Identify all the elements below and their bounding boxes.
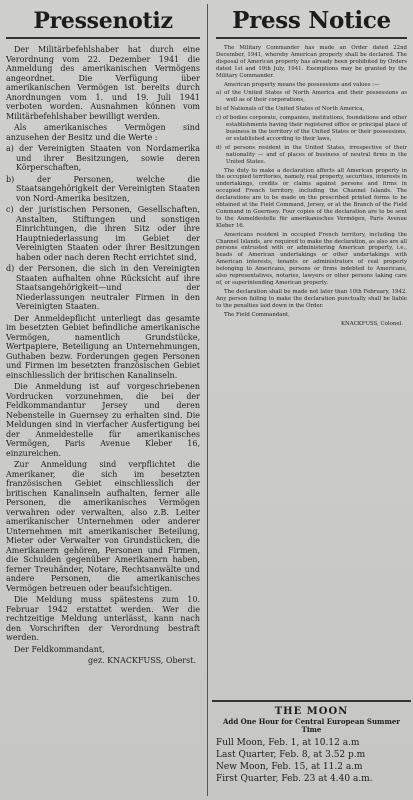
english-paragraph: d) of persons resident in the United States, irrespective of their nationality — and of places of business of neutral firms in the United States. [216, 144, 407, 165]
german-paragraph: Der Militärbefehlshaber hat durch eine Verordnung vom 22. Dezember 1941 die Anmeldung des amerikanischen Vermögens angeordnet. Die Verfügung über amerikanischen Vermögen ist bereits durch Anordnungen vom 1. und 19. Juli 1941 verboten worden. Ausnahmen können vom Militärbefehlshaber bewilligt werden. [6, 45, 200, 121]
moon-phase-row: First Quarter, Feb. 23 at 4.40 a.m. [216, 774, 373, 784]
moon-phase-row: New Moon, Feb. 15, at 11.2 a.m [216, 762, 363, 772]
english-paragraph: Americans resident in occupied French territory, including the Channel Islands, are required to make the declaration, as also are all persons entrusted with or administering American property, i.e., heads of American undertakings or other undertakings with American interests, tenants or administrators of real property belonging to Americans, persons or firms indebted to Americans, also representatives, notaries, lawyers or other persons taking care of, or superintending American property. [216, 231, 407, 286]
english-paragraph: c) of bodies corporate, companies, institutions, foundations and other establishments having their registered office or principal place of business in the territory of the United States or their possessions, or established according to their laws, [216, 115, 407, 142]
english-paragraph: The Field Commandant, [224, 311, 290, 318]
english-notice-body [216, 45, 407, 327]
german-notice-column [2, 0, 204, 800]
english-notice-column [212, 0, 411, 800]
english-paragraph: American property means the possessions and values :— [224, 81, 380, 88]
moon-phases-box [212, 700, 411, 785]
moon-title: THE MOON [274, 706, 349, 717]
german-paragraph: Die Meldung muss spätestens zum 10. Februar 1942 erstattet werden. Wer die rechtzeitige Meldung unterlässt, kann nach den Vorschriften der Verordnung bestraft werden. [6, 595, 200, 642]
column-divider [207, 4, 208, 796]
german-paragraph: a) der Vereinigten Staaten von Nordamerika und ihrer Besitzungen, sowie deren Körperschaften, [6, 144, 200, 172]
german-paragraph: Die Anmeldung ist auf vorgeschriebenen Vordrucken vorzunehmen, die bei der Feldkommandantur Jersey und deren Nebenstelle in Guernsey zu erhalten sind. Die Meldungen sind in vierfacher Ausfertigung bei der Anmeldestelle für amerikanisches Vermögen, Paris Avenue Kleber 16, einzureichen. [6, 382, 200, 458]
english-headline: Press Notice [216, 8, 407, 39]
german-paragraph: Der Anmeldepflicht unterliegt das gesamte im besetzten Gebiet befindliche amerikanische Vermögen, namentlich Grundstücke, Wertpapiere, Beteiligung an Unternehmungen, Guthaben bezw. Forderungen gegen Personen und Firmen im besetzten französischen Gebiet einschliesslich der britischen Kanalinseln. [6, 313, 200, 380]
german-headline: Pressenotiz [6, 8, 200, 39]
german-paragraph: Als amerikanisches Vermögen sind anzusehen der Besitz und die Werte : [6, 123, 200, 142]
english-paragraph: b) of Nationals of the United States of North America, [216, 106, 365, 113]
german-notice-body [6, 45, 200, 666]
moon-phase-row: Full Moon, Feb. 1, at 10.12 a.m [216, 738, 360, 748]
german-paragraph: c) der juristischen Personen, Gesellschaften, Anstalten, Stiftungen und sonstigen Einrichtungen, die ihren Sitz oder ihre Hauptniederlassung im Gebiet der Vereinigten Staaten oder ihrer Besitzungen haben oder nach deren Recht errichtet sind, [6, 205, 200, 262]
english-paragraph: a) of the United States of North America and their possessions as well as of their corporations, [216, 90, 407, 104]
english-paragraph: KNACKFUSS, Colonel. [340, 320, 403, 327]
german-paragraph: Zur Anmeldung sind verpflichtet die Amerikaner, die sich im besetzten französischen Gebiet einschliesslich der britischen Kanalinseln aufhalten, ferner alle Personen, die amerikanisches Vermögen verwahren oder verwalten, also z.B. Leiter amerikanischer Unternehmen oder anderer Unternehmen mit amerikanischer Beteilung, Mieter oder Verwalter von Grundstücken, die Amerikanern gehören, Personen und Firmen, die Schulden gegenüber Amerikanern haben, ferner Treuhänder, Notare, Rechtsanwälte und andere Personen, die amerikanisches Vermögen betreuen oder beaufsichtigen. [6, 460, 200, 593]
english-paragraph: The duty to make a declaration affects all American property in the occupied territories, namely, real property, securities, interests in undertakings, credits or claims against persons and firms in occupied French territory, including the Channel Islands. The declarations are to be made on the prescribed printed forms to be obtained at the Field Command, Jersey, or at the Branch of the Field Command in Guernsey. Four copies of the declaration are to be sent to the Anmeldestelle für amerikanisches Vermögen, Paris Avenue Kleber 16. [216, 167, 407, 229]
german-paragraph: d) der Personen, die sich in den Vereinigten Staaten aufhalten ohne Rücksicht auf ihre Staatsangehörigkeit—und der Niederlassungen neutraler Firmen in den Vereinigten Staaten. [6, 264, 200, 311]
english-paragraph: The declaration shall be made not later than 10th February, 1942. Any person failing to make the declaration punctually shall be liable to the penalties laid down in the Order. [216, 288, 407, 309]
english-paragraph: The Military Commander has made an Order dated 22nd December, 1941, whereby American property shall be declared. The disposal of American property has already been prohibited by Orders dated 1st and 19th July, 1941. Exemptions may be granted by the Military Commander. [216, 45, 407, 79]
moon-subtitle: Add One Hour for Central European Summer Time [223, 717, 400, 734]
german-paragraph: gez. KNACKFUSS, Oberst. [87, 656, 196, 665]
german-paragraph: Der Feldkommandant, [14, 644, 105, 654]
moon-phase-row: Last Quarter, Feb. 8, at 3.52 p.m [216, 750, 366, 760]
german-paragraph: b) der Personen, welche die Staatsangehörigkeit der Vereinigten Staaten von Nord-Amerika besitzen, [6, 174, 200, 203]
